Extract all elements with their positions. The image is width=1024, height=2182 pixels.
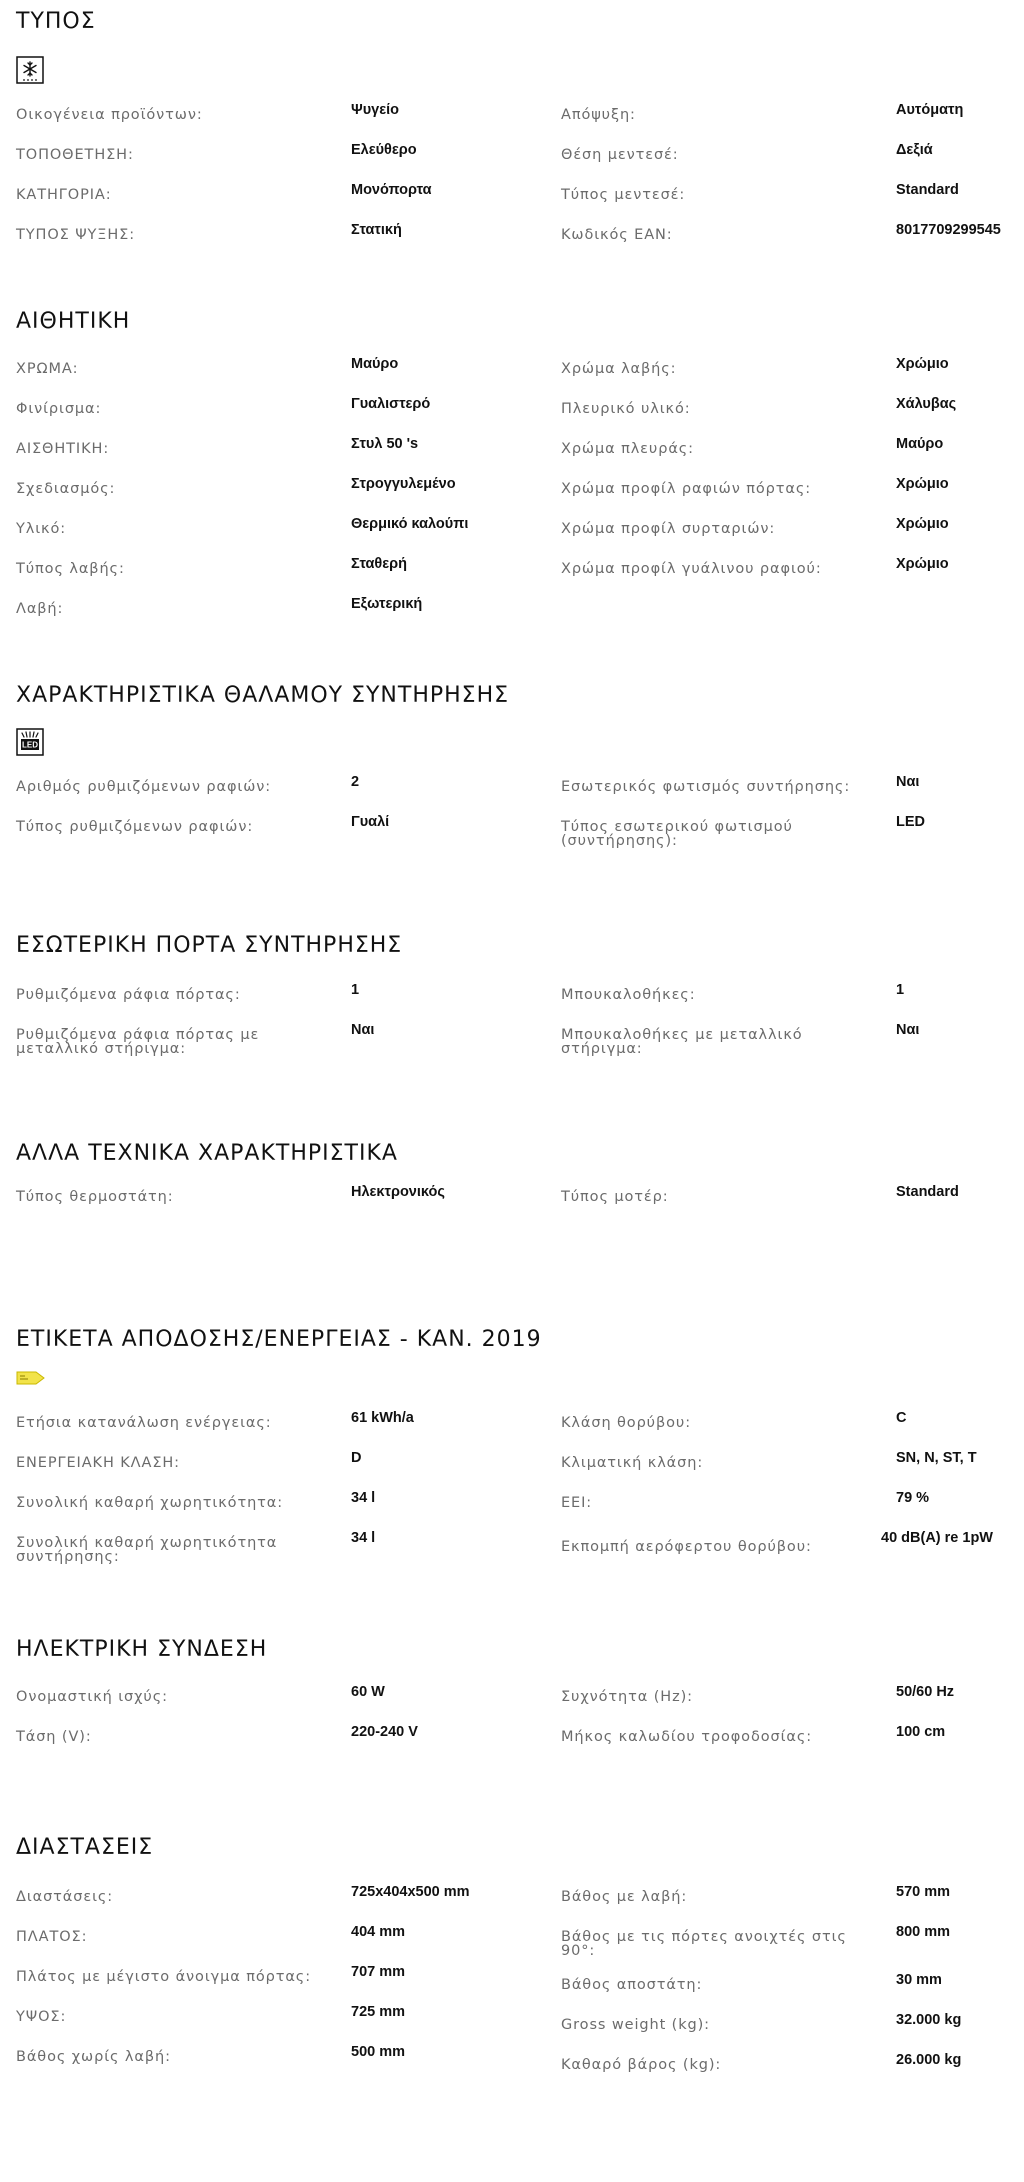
led-light-icon (16, 728, 44, 756)
spec-value: 707 mm (351, 1964, 406, 1980)
spec-row (16, 102, 1016, 142)
section-energeia (16, 1326, 1016, 1565)
section-porta (16, 932, 1016, 1057)
spec-value: 404 mm (351, 1924, 406, 1940)
spec-value: Χρώμιο (896, 516, 949, 532)
section-diastaseis (16, 1834, 1016, 2073)
spec-label: ΚΑΤΗΓΟΡΙΑ: (16, 187, 112, 203)
spec-label: Βάθος με λαβή: (561, 1889, 688, 1905)
spec-row (16, 1724, 1016, 1764)
spec-label: Συχνότητα (Hz): (561, 1689, 693, 1705)
spec-row (16, 436, 1016, 476)
spec-label: Κλιματική κλάση: (561, 1455, 704, 1471)
spec-value: Θερμικό καλούπι (351, 516, 469, 532)
spec-label: Βάθος χωρίς λαβή: (16, 2049, 171, 2065)
spec-label: ΤΥΠΟΣ ΨΥΞΗΣ: (16, 227, 135, 243)
spec-value: Στρογγυλεμένο (351, 476, 456, 492)
spec-label: Ετήσια κατανάλωση ενέργειας: (16, 1415, 272, 1431)
spec-label: Ρυθμιζόμενα ράφια πόρτας: (16, 987, 241, 1003)
spec-label: Μπουκαλοθήκες με μεταλλικό στήριγμα: (561, 1027, 803, 1057)
spec-row (16, 2004, 1016, 2044)
spec-label: Εσωτερικός φωτισμός συντήρησης: (561, 779, 851, 795)
spec-label: Θέση μεντεσέ: (561, 147, 679, 163)
spec-value: Χρώμιο (896, 356, 949, 372)
spec-label: Ονομαστική ισχύς: (16, 1689, 168, 1705)
spec-row (16, 1184, 1016, 1224)
spec-label: Τύπος μεντεσέ: (561, 187, 686, 203)
spec-value: D (351, 1450, 362, 1466)
section-title: ΧΑΡΑΚΤΗΡΙΣΤΙΚΑ ΘΑΛΑΜΟΥ ΣΥΝΤΗΡΗΣΗΣ (16, 683, 510, 708)
spec-label: Διαστάσεις: (16, 1889, 114, 1905)
section-aisthitiki (16, 308, 1016, 617)
spec-label: Πλάτος με μέγιστο άνοιγμα πόρτας: (16, 1969, 311, 1985)
spec-value: 50/60 Hz (896, 1684, 955, 1700)
spec-value: 32.000 kg (896, 2012, 962, 2028)
spec-value: 40 dB(A) re 1pW (881, 1530, 993, 1546)
spec-label: ΥΨΟΣ: (16, 2009, 67, 2025)
spec-label: Συνολική καθαρή χωρητικότητα συντήρησης: (16, 1535, 278, 1565)
spec-label: Ρυθμιζόμενα ράφια πόρτας με μεταλλικό στήριγμα: (16, 1027, 260, 1057)
spec-value: Ναι (896, 774, 920, 790)
section-thalamos (16, 682, 1016, 849)
spec-value: 220-240 V (351, 1724, 418, 1740)
spec-value: Χρώμιο (896, 556, 949, 572)
spec-label: Τύπος ρυθμιζόμενων ραφιών: (16, 819, 254, 835)
section-title: ΑΙΘΗΤΙΚΗ (16, 309, 131, 334)
spec-value: Ναι (351, 1022, 375, 1038)
section-title: ΤΥΠΟΣ (16, 9, 96, 34)
spec-value: Ψυγείο (351, 102, 400, 118)
spec-value: 60 W (351, 1684, 385, 1700)
spec-row (16, 1924, 1016, 1964)
spec-value: Μονόπορτα (351, 182, 432, 198)
spec-row (16, 814, 1016, 854)
spec-value: 800 mm (896, 1924, 951, 1940)
spec-value: 61 kWh/a (351, 1410, 414, 1426)
section-ilektriki (16, 1636, 1016, 1745)
spec-value: 1 (351, 982, 360, 998)
spec-label: ΠΛΑΤΟΣ: (16, 1929, 88, 1945)
spec-row (16, 1684, 1016, 1724)
spec-value: 30 mm (896, 1972, 942, 1988)
spec-value: SN, N, ST, T (896, 1450, 977, 1466)
spec-label: Χρώμα προφίλ ραφιών πόρτας: (561, 481, 812, 497)
spec-value: 79 % (896, 1490, 930, 1506)
energy-label-icon (16, 1370, 46, 1386)
section-title: ΕΤΙΚΕΤΑ ΑΠΟΔΟΣΗΣ/ΕΝΕΡΓΕΙΑΣ - ΚΑΝ. 2019 (16, 1327, 542, 1352)
spec-value: 1 (896, 982, 905, 998)
spec-label: Υλικό: (16, 521, 67, 537)
spec-label: ΧΡΩΜΑ: (16, 361, 79, 377)
spec-label: Τάση (V): (16, 1729, 92, 1745)
spec-row (16, 1450, 1016, 1490)
spec-label: Κωδικός EAN: (561, 227, 673, 243)
spec-value: Χάλυβας (896, 396, 957, 412)
spec-value: 725x404x500 mm (351, 1884, 470, 1900)
spec-row (16, 396, 1016, 436)
spec-value: 34 l (351, 1530, 376, 1546)
spec-label: Χρώμα πλευράς: (561, 441, 694, 457)
spec-row (16, 774, 1016, 814)
spec-value: Standard (896, 182, 959, 198)
spec-value: Standard (896, 1184, 959, 1200)
section-title: ΗΛΕΚΤΡΙΚΗ ΣΥΝΔΕΣΗ (16, 1637, 268, 1662)
section-technika (16, 1140, 1016, 1205)
spec-label: Κλάση θορύβου: (561, 1415, 691, 1431)
spec-value: Δεξιά (896, 142, 933, 158)
spec-label: Σχεδιασμός: (16, 481, 116, 497)
spec-label: Gross weight (kg): (561, 2017, 710, 2033)
spec-row (16, 1530, 1016, 1570)
spec-value: Εξωτερική (351, 596, 423, 612)
spec-value: 100 cm (896, 1724, 946, 1740)
spec-value: Ναι (896, 1022, 920, 1038)
spec-row (16, 1964, 1016, 2004)
spec-label: Μπουκαλοθήκες: (561, 987, 696, 1003)
section-title: ΕΣΩΤΕΡΙΚΗ ΠΟΡΤΑ ΣΥΝΤΗΡΗΣΗΣ (16, 933, 403, 958)
spec-row (16, 1490, 1016, 1530)
spec-label: Χρώμα προφίλ γυάλινου ραφιού: (561, 561, 822, 577)
spec-label: Βάθος αποστάτη: (561, 1977, 703, 1993)
spec-value: 8017709299545 (896, 222, 1001, 238)
spec-value: 500 mm (351, 2044, 406, 2060)
spec-row (16, 1022, 1016, 1062)
spec-value: Στατική (351, 222, 402, 238)
spec-value: Ηλεκτρονικός (351, 1184, 445, 1200)
spec-label: EEI: (561, 1495, 593, 1511)
spec-value: 570 mm (896, 1884, 951, 1900)
spec-value: 725 mm (351, 2004, 406, 2020)
spec-label: Καθαρό βάρος (kg): (561, 2057, 722, 2073)
spec-value: Γυαλιστερό (351, 396, 431, 412)
spec-row (16, 982, 1016, 1022)
svg-text:LED: LED (22, 740, 38, 750)
section-title: ΔΙΑΣΤΑΣΕΙΣ (16, 1835, 154, 1860)
snowflake-icon (16, 56, 44, 84)
spec-value: 34 l (351, 1490, 376, 1506)
spec-value: Ελεύθερο (351, 142, 417, 158)
spec-label: Βάθος με τις πόρτες ανοιχτές στις 90°: (561, 1929, 847, 1959)
spec-value: LED (896, 814, 925, 830)
spec-row (16, 222, 1016, 262)
spec-value: Χρώμιο (896, 476, 949, 492)
spec-row (16, 182, 1016, 222)
spec-label: ΤΟΠΟΘΕΤΗΣΗ: (16, 147, 134, 163)
spec-label: Τύπος θερμοστάτη: (16, 1189, 174, 1205)
spec-label: Τύπος εσωτερικού φωτισμού (συντήρησης): (561, 819, 793, 849)
spec-row (16, 596, 1016, 636)
spec-value: Σταθερή (351, 556, 407, 572)
spec-value: 2 (351, 774, 360, 790)
spec-label: Εκπομπή αερόφερτου θορύβου: (561, 1539, 812, 1555)
spec-row (16, 1884, 1016, 1924)
spec-label: Φινίρισμα: (16, 401, 102, 417)
spec-value: C (896, 1410, 907, 1426)
spec-label: Πλευρικό υλικό: (561, 401, 691, 417)
spec-row (16, 2044, 1016, 2084)
spec-label: Λαβή: (16, 601, 64, 617)
spec-label: Χρώμα προφίλ συρταριών: (561, 521, 776, 537)
spec-label: Χρώμα λαβής: (561, 361, 677, 377)
spec-value: Γυαλί (351, 814, 390, 830)
spec-row (16, 142, 1016, 182)
spec-label: Οικογένεια προϊόντων: (16, 107, 203, 123)
spec-label: Αριθμός ρυθμιζόμενων ραφιών: (16, 779, 272, 795)
spec-value: Αυτόματη (896, 102, 964, 118)
spec-label: Τύπος μοτέρ: (561, 1189, 669, 1205)
spec-row (16, 1410, 1016, 1450)
spec-label: ΑΙΣΘΗΤΙΚΗ: (16, 441, 110, 457)
spec-value: Στυλ 50 's (351, 436, 419, 452)
spec-row (16, 556, 1016, 596)
spec-value: Μαύρο (351, 356, 399, 372)
spec-row (16, 476, 1016, 516)
section-title: ΑΛΛΑ ΤΕΧΝΙΚΑ ΧΑΡΑΚΤΗΡΙΣΤΙΚΑ (16, 1141, 398, 1166)
spec-label: Τύπος λαβής: (16, 561, 125, 577)
section-typos (16, 8, 1016, 243)
spec-row (16, 356, 1016, 396)
spec-label: Απόψυξη: (561, 107, 636, 123)
spec-label: Μήκος καλωδίου τροφοδοσίας: (561, 1729, 813, 1745)
spec-label: Συνολική καθαρή χωρητικότητα: (16, 1495, 284, 1511)
spec-label: ΕΝΕΡΓΕΙΑΚΗ ΚΛΑΣΗ: (16, 1455, 180, 1471)
spec-value: 26.000 kg (896, 2052, 962, 2068)
spec-row (16, 516, 1016, 556)
spec-value: Μαύρο (896, 436, 944, 452)
